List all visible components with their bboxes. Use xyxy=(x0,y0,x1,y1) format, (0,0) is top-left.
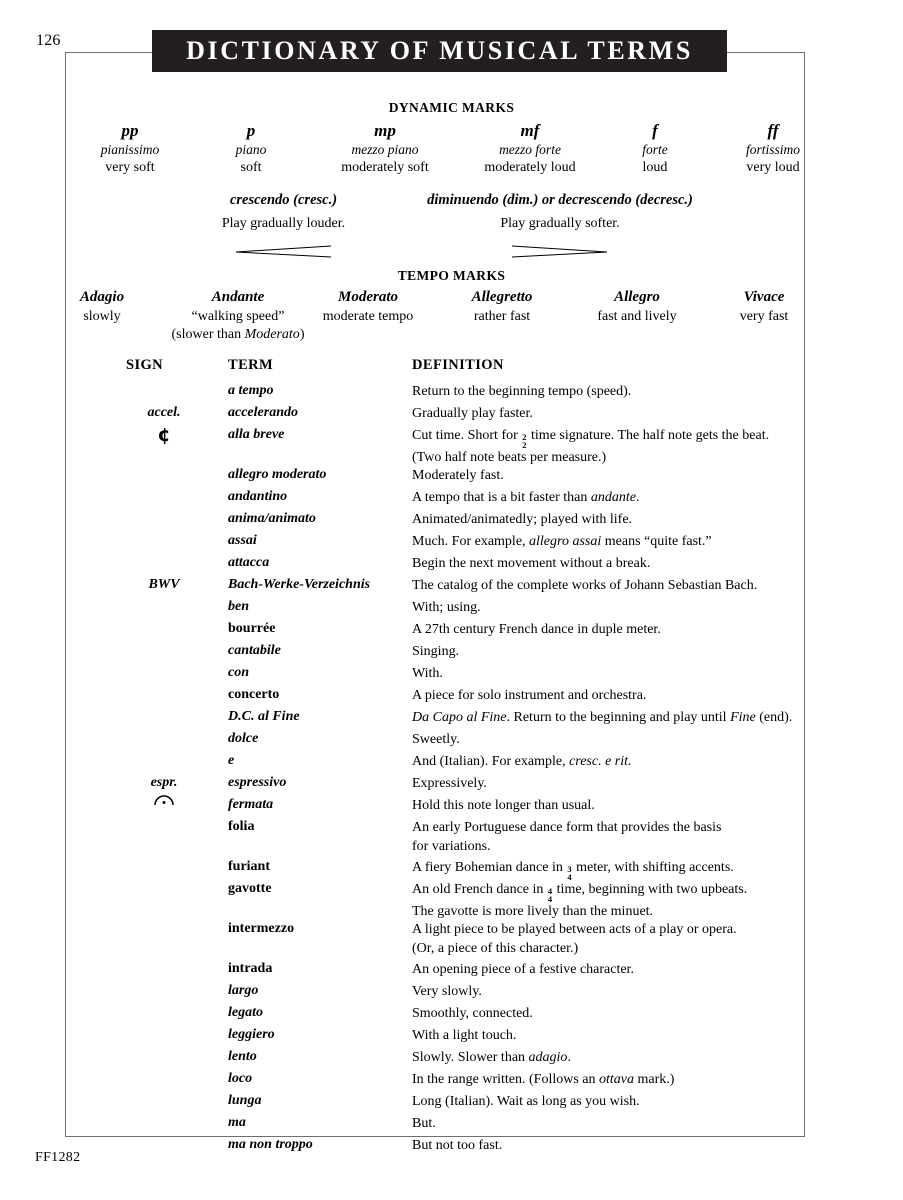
tempo-term: Adagio xyxy=(79,289,125,305)
glossary-term: loco xyxy=(228,1071,253,1086)
time-signature-numerator: 3 xyxy=(567,864,572,874)
dynamic-term: mezzo piano xyxy=(351,142,419,158)
tempo-term: Allegro xyxy=(614,289,660,305)
glossary-definition: With a light touch. xyxy=(412,1028,517,1043)
page-title-banner xyxy=(152,30,727,72)
glossary-row xyxy=(0,1049,903,1071)
glossary-term: gavotte xyxy=(228,881,272,896)
glossary-term: furiant xyxy=(228,859,270,874)
time-signature-denominator: 4 xyxy=(547,894,553,905)
glossary-definition: But not too fast. xyxy=(412,1138,503,1153)
glossary-row xyxy=(0,961,903,983)
glossary-definition: Moderately fast. xyxy=(412,468,504,483)
glossary-term: e xyxy=(228,753,235,768)
glossary-term: espressivo xyxy=(228,775,287,790)
glossary-row xyxy=(0,1115,903,1137)
dynamic-symbol: f xyxy=(652,121,658,140)
glossary-term: assai xyxy=(228,533,257,548)
glossary-definition: Animated/animatedly; played with life. xyxy=(412,512,633,527)
tempo-term: Vivace xyxy=(743,289,785,305)
change-description: Play gradually louder. xyxy=(221,216,346,231)
time-signature-glyph xyxy=(548,887,552,903)
glossary-row xyxy=(0,577,903,599)
glossary-definition: An opening piece of a festive character. xyxy=(412,962,634,977)
glossary-definition: Very slowly. xyxy=(412,984,482,999)
change-title: crescendo (cresc.) xyxy=(229,192,338,208)
glossary-row xyxy=(0,797,903,819)
glossary-term: intrada xyxy=(228,961,273,976)
glossary-term: largo xyxy=(228,983,259,998)
dynamic-term: forte xyxy=(642,142,668,158)
glossary-row xyxy=(0,1071,903,1093)
definition-emphasis: ottava xyxy=(599,1072,635,1087)
glossary-term: concerto xyxy=(228,687,280,702)
tempo-meaning: fast and lively xyxy=(597,308,677,324)
tempo-meaning: moderate tempo xyxy=(322,308,414,324)
column-header-term: TERM xyxy=(228,357,274,373)
glossary-term: attacca xyxy=(228,555,270,570)
cut-time-icon xyxy=(112,424,216,446)
footer-code: FF1282 xyxy=(35,1150,81,1165)
tempo-mark-moderato xyxy=(300,288,436,326)
tempo-mark-vivace xyxy=(712,288,816,326)
glossary-term: ma xyxy=(228,1115,246,1130)
change-description: Play gradually softer. xyxy=(500,216,620,231)
definition-emphasis: adagio xyxy=(528,1050,568,1065)
glossary-term: accelerando xyxy=(228,405,298,420)
dynamic-meaning: very loud xyxy=(746,160,800,176)
glossary-definition: A 27th century French dance in duple meter. xyxy=(412,622,661,637)
dynamic-symbol: mf xyxy=(520,121,540,140)
dynamic-mark-mezzo-forte xyxy=(455,120,605,177)
dynamic-term: fortissimo xyxy=(745,142,800,158)
glossary-definition: With; using. xyxy=(412,600,481,615)
dynamic-mark-pianissimo xyxy=(75,120,185,177)
tempo-meaning-secondary: (slower than Moderato) xyxy=(171,326,305,342)
glossary-term: a tempo xyxy=(228,383,274,398)
glossary-row xyxy=(0,983,903,1005)
dynamic-mark-piano xyxy=(196,120,306,177)
time-signature-denominator: 2 xyxy=(522,440,527,451)
glossary-definition: Hold this note longer than usual. xyxy=(412,798,595,813)
glossary-term: anima/animato xyxy=(228,511,316,526)
definition-emphasis: cresc. e rit. xyxy=(569,754,632,769)
glossary-row xyxy=(0,687,903,709)
glossary-row xyxy=(0,1027,903,1049)
dynamics-change-diminuendo xyxy=(415,192,705,261)
glossary-row xyxy=(0,731,903,753)
glossary-row xyxy=(0,665,903,687)
time-signature-glyph xyxy=(567,865,571,881)
glossary-row xyxy=(0,709,903,731)
glossary-row xyxy=(0,621,903,643)
glossary-term: D.C. al Fine xyxy=(228,709,300,724)
glossary-definition: Much. For example, allegro assai means “quite fast.” xyxy=(412,534,712,549)
dynamic-meaning: very soft xyxy=(105,160,155,176)
cut-time-glyph: ¢ xyxy=(157,424,171,446)
glossary-definition: A light piece to be played between acts of a play or opera. (Or, a piece of this character.) xyxy=(412,922,737,956)
diminuendo-hairpin-icon xyxy=(415,245,705,261)
glossary-definition: But. xyxy=(412,1116,436,1131)
glossary-term: dolce xyxy=(228,731,259,746)
column-header-definition: DEFINITION xyxy=(412,357,504,373)
definition-emphasis: allegro assai xyxy=(529,534,602,549)
dynamics-change-crescendo xyxy=(186,192,381,261)
glossary-term: cantabile xyxy=(228,643,281,658)
time-signature-denominator: 4 xyxy=(567,872,572,883)
dynamic-symbol: pp xyxy=(121,121,139,140)
dynamic-symbol: p xyxy=(246,121,256,140)
glossary-definition: With. xyxy=(412,666,443,681)
glossary-row xyxy=(0,881,903,921)
dynamic-term: mezzo forte xyxy=(499,142,561,158)
dynamic-meaning: soft xyxy=(240,160,262,176)
glossary-term: legato xyxy=(228,1005,263,1020)
glossary-term: ma non troppo xyxy=(228,1137,313,1152)
glossary-definition: Gradually play faster. xyxy=(412,406,533,421)
glossary-sign: accel. xyxy=(147,405,181,420)
glossary-definition: Smoothly, connected. xyxy=(412,1006,533,1021)
glossary-row xyxy=(0,511,903,533)
glossary-term: alla breve xyxy=(228,427,285,442)
glossary-term: folia xyxy=(228,819,255,834)
dynamic-meaning: moderately soft xyxy=(341,160,429,176)
glossary-term: allegro moderato xyxy=(228,467,327,482)
glossary-term: ben xyxy=(228,599,249,614)
time-signature-numerator: 4 xyxy=(547,886,553,896)
tempo-marks-heading: TEMPO MARKS xyxy=(397,268,506,283)
tempo-mark-allegro xyxy=(572,288,702,326)
glossary-row xyxy=(0,859,903,881)
column-header-sign: SIGN xyxy=(126,357,164,373)
glossary-definition: A piece for solo instrument and orchestra. xyxy=(412,688,647,703)
glossary-definition: Da Capo al Fine. Return to the beginning and play until Fine (end). xyxy=(412,710,793,725)
glossary-row xyxy=(0,555,903,577)
glossary-definition: Slowly. Slower than adagio. xyxy=(412,1050,571,1065)
glossary-definition: And (Italian). For example, cresc. e rit. xyxy=(412,754,632,769)
glossary-definition: Begin the next movement without a break. xyxy=(412,556,651,571)
glossary-table xyxy=(0,357,903,1159)
glossary-definition: A fiery Bohemian dance in 3 4 meter, with shifting accents. xyxy=(412,860,734,883)
tempo-meaning-emphasis: Moderato xyxy=(244,326,300,342)
glossary-definition: Sweetly. xyxy=(412,732,460,747)
tempo-term: Andante xyxy=(211,289,265,305)
glossary-row xyxy=(0,1005,903,1027)
dynamic-term: piano xyxy=(235,142,267,158)
definition-emphasis: andante xyxy=(590,490,636,505)
glossary-definition: Cut time. Short for 2 2 time signature. The half note gets the beat. (Two half note beats per measure.) xyxy=(412,428,770,466)
definition-emphasis: Fine xyxy=(730,710,756,725)
glossary-term: bourrée xyxy=(228,621,276,636)
glossary-row xyxy=(0,643,903,665)
tempo-mark-adagio xyxy=(58,288,146,326)
dynamic-mark-mezzo-piano xyxy=(315,120,455,177)
glossary-body xyxy=(0,383,903,1159)
glossary-term: con xyxy=(228,665,249,680)
tempo-meaning: rather fast xyxy=(473,308,531,324)
glossary-definition: An old French dance in 4 4 time, beginning with two upbeats. The gavotte is more lively than the minuet. xyxy=(412,882,748,920)
definition-emphasis: Da Capo al Fine xyxy=(412,710,507,725)
time-signature-numerator: 2 xyxy=(522,432,527,442)
glossary-term: leggiero xyxy=(228,1027,275,1042)
glossary-row xyxy=(0,533,903,555)
page-number: 126 xyxy=(36,32,61,49)
glossary-definition: Expressively. xyxy=(412,776,487,791)
glossary-row xyxy=(0,921,903,961)
dynamic-meaning: loud xyxy=(642,160,668,176)
glossary-definition: Long (Italian). Wait as long as you wish. xyxy=(412,1094,640,1109)
fermata-icon xyxy=(112,793,216,811)
tempo-meaning: slowly xyxy=(83,308,121,324)
dynamic-mark-forte xyxy=(600,120,710,177)
dynamic-symbol: mp xyxy=(374,121,396,140)
glossary-definition: A tempo that is a bit faster than andante. xyxy=(412,490,640,505)
tempo-meaning: very fast xyxy=(739,308,789,324)
dynamic-symbol: ff xyxy=(767,121,779,140)
crescendo-hairpin-icon xyxy=(186,245,381,261)
glossary-term: andantino xyxy=(228,489,288,504)
tempo-term: Moderato xyxy=(338,289,398,305)
glossary-sign: espr. xyxy=(150,775,178,790)
glossary-term: intermezzo xyxy=(228,921,295,936)
glossary-row xyxy=(0,599,903,621)
glossary-definition: In the range written. (Follows an ottava mark.) xyxy=(412,1072,675,1087)
glossary-row xyxy=(0,819,903,859)
glossary-term: Bach-Werke-Verzeichnis xyxy=(228,577,371,592)
tempo-term: Allegretto xyxy=(471,289,533,305)
glossary-definition: Singing. xyxy=(412,644,460,659)
glossary-row xyxy=(0,489,903,511)
tempo-mark-allegretto xyxy=(442,288,562,326)
tempo-meaning: “walking speed” xyxy=(191,308,285,324)
glossary-definition: Return to the beginning tempo (speed). xyxy=(412,384,632,399)
glossary-term: fermata xyxy=(228,797,274,812)
dynamic-marks-heading: DYNAMIC MARKS xyxy=(388,100,515,115)
glossary-sign: BWV xyxy=(148,577,180,592)
dynamic-term: pianissimo xyxy=(100,142,160,158)
glossary-row xyxy=(0,1137,903,1159)
glossary-row xyxy=(0,424,903,467)
glossary-header-row xyxy=(0,357,903,383)
glossary-term: lunga xyxy=(228,1093,262,1108)
dynamic-meaning: moderately loud xyxy=(484,160,576,176)
glossary-definition: The catalog of the complete works of Johann Sebastian Bach. xyxy=(412,578,758,593)
glossary-row xyxy=(0,467,903,489)
dynamic-mark-fortissimo xyxy=(718,120,828,177)
glossary-row xyxy=(0,753,903,775)
glossary-term: lento xyxy=(228,1049,257,1064)
change-title: diminuendo (dim.) or decrescendo (decresc.) xyxy=(427,192,693,208)
glossary-row xyxy=(0,1093,903,1115)
time-signature-glyph xyxy=(522,433,526,449)
glossary-definition: An early Portuguese dance form that provides the basis for variations. xyxy=(412,820,722,854)
glossary-row xyxy=(0,383,903,405)
page-title: DICTIONARY OF MUSICAL TERMS xyxy=(186,36,693,65)
